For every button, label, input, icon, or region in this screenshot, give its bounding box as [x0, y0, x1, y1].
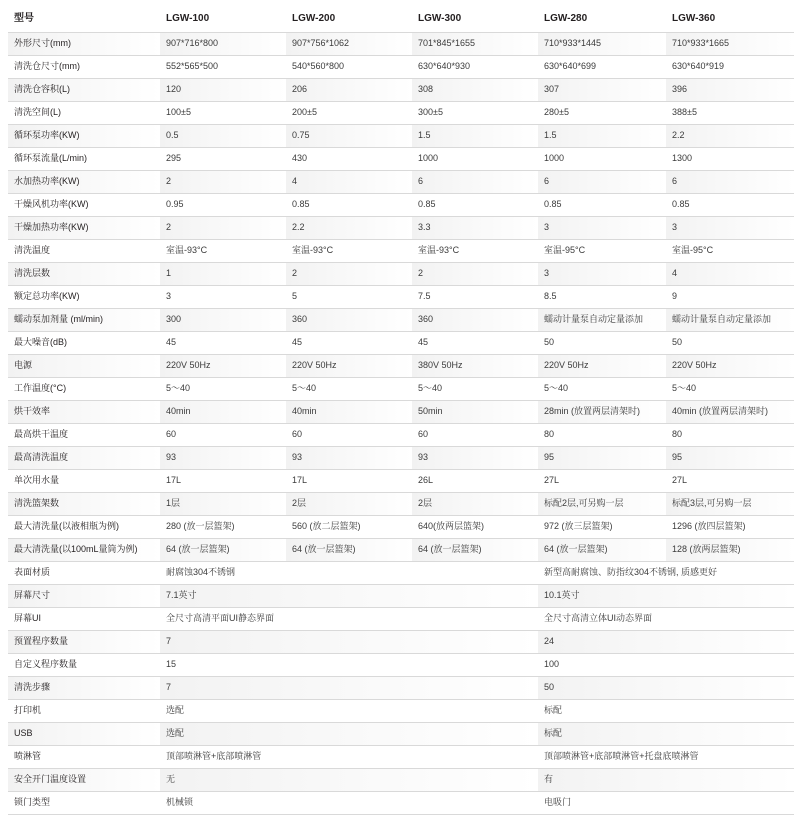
row-cell: 5～40: [538, 378, 666, 401]
row-cell: 220V 50Hz: [666, 355, 794, 378]
row-cell: 50min: [412, 401, 538, 424]
table-row: [8, 723, 794, 746]
row-cell: 5～40: [160, 378, 286, 401]
row-cell: 220V 50Hz: [286, 355, 412, 378]
table-row: [8, 217, 794, 240]
row-cell: 60: [412, 424, 538, 447]
row-cell: 64 (放一层篮架): [538, 539, 666, 562]
row-cell-merged: 100: [538, 654, 794, 677]
row-cell: 45: [286, 332, 412, 355]
row-label: 水加热功率(KW): [8, 171, 160, 194]
row-cell-merged: 全尺寸高清平面UI静态界面: [160, 608, 538, 631]
header-model-4: LGW-280: [538, 4, 666, 33]
row-label: 蠕动泵加剂量 (ml/min): [8, 309, 160, 332]
row-cell: 1296 (放四层篮架): [666, 516, 794, 539]
row-cell: 0.85: [286, 194, 412, 217]
row-cell: 40min (放置两层清架时): [666, 401, 794, 424]
row-cell-merged: 电吸门: [538, 792, 794, 815]
table-row: [8, 792, 794, 815]
table-row: [8, 332, 794, 355]
row-cell: 3: [538, 263, 666, 286]
table-row: [8, 516, 794, 539]
specification-table: [8, 4, 794, 815]
table-row: [8, 194, 794, 217]
row-cell: 9: [666, 286, 794, 309]
row-cell: 26L: [412, 470, 538, 493]
row-cell: 95: [538, 447, 666, 470]
row-cell: 0.95: [160, 194, 286, 217]
row-cell: 5: [286, 286, 412, 309]
row-cell: 3: [538, 217, 666, 240]
row-cell: 220V 50Hz: [160, 355, 286, 378]
row-cell: 50: [538, 332, 666, 355]
row-cell-merged: 7: [160, 677, 538, 700]
row-cell: 0.85: [666, 194, 794, 217]
row-cell: 100±5: [160, 102, 286, 125]
row-cell: 710*933*1445: [538, 33, 666, 56]
table-row: [8, 33, 794, 56]
row-cell: 2: [412, 263, 538, 286]
row-label: 烘干效率: [8, 401, 160, 424]
row-cell: 7.5: [412, 286, 538, 309]
row-cell: 200±5: [286, 102, 412, 125]
row-cell: 907*756*1062: [286, 33, 412, 56]
row-label: 清洗温度: [8, 240, 160, 263]
row-cell: 206: [286, 79, 412, 102]
table-row: [8, 171, 794, 194]
row-cell: 室温-95°C: [666, 240, 794, 263]
row-cell: 630*640*699: [538, 56, 666, 79]
row-cell: 308: [412, 79, 538, 102]
header-model-3: LGW-300: [412, 4, 538, 33]
row-cell: 1: [160, 263, 286, 286]
table-row: [8, 263, 794, 286]
row-cell: 2.2: [666, 125, 794, 148]
row-cell: 300±5: [412, 102, 538, 125]
row-cell: 701*845*1655: [412, 33, 538, 56]
row-cell: 27L: [666, 470, 794, 493]
row-cell-merged: 50: [538, 677, 794, 700]
table-row: [8, 424, 794, 447]
row-cell: 标配2层,可另购一层: [538, 493, 666, 516]
row-cell: 40min: [286, 401, 412, 424]
row-cell: 710*933*1665: [666, 33, 794, 56]
table-row: [8, 286, 794, 309]
row-label: 喷淋管: [8, 746, 160, 769]
row-cell: 8.5: [538, 286, 666, 309]
row-cell-merged: 选配: [160, 700, 538, 723]
header-row: [8, 4, 794, 33]
table-row: [8, 125, 794, 148]
table-row: [8, 562, 794, 585]
row-cell: 93: [412, 447, 538, 470]
table-row: [8, 79, 794, 102]
table-header: [8, 4, 794, 33]
row-cell: 1300: [666, 148, 794, 171]
row-label: 循环泵流量(L/min): [8, 148, 160, 171]
row-cell: 标配3层,可另购一层: [666, 493, 794, 516]
row-cell: 640(放两层篮架): [412, 516, 538, 539]
row-label: 屏幕UI: [8, 608, 160, 631]
row-cell: 室温-93°C: [412, 240, 538, 263]
table-row: [8, 401, 794, 424]
row-label: 打印机: [8, 700, 160, 723]
row-cell: 307: [538, 79, 666, 102]
table-row: [8, 493, 794, 516]
row-cell: 6: [666, 171, 794, 194]
row-label: 电源: [8, 355, 160, 378]
row-cell: 0.85: [538, 194, 666, 217]
table-row: [8, 700, 794, 723]
row-cell: 972 (放三层篮架): [538, 516, 666, 539]
row-cell: 128 (放两层篮架): [666, 539, 794, 562]
row-cell: 4: [666, 263, 794, 286]
row-cell: 280 (放一层篮架): [160, 516, 286, 539]
row-cell: 552*565*500: [160, 56, 286, 79]
row-cell: 64 (放一层篮架): [160, 539, 286, 562]
row-label: 清洗步骤: [8, 677, 160, 700]
row-label: 最大噪音(dB): [8, 332, 160, 355]
row-label: 循环泵功率(KW): [8, 125, 160, 148]
row-cell-merged: 标配: [538, 723, 794, 746]
row-cell: 80: [538, 424, 666, 447]
table-row: [8, 102, 794, 125]
row-cell: 630*640*930: [412, 56, 538, 79]
row-cell: 40min: [160, 401, 286, 424]
row-cell-merged: 7.1英寸: [160, 585, 538, 608]
row-cell: 95: [666, 447, 794, 470]
row-cell: 蠕动计量泵自动定量添加: [666, 309, 794, 332]
row-cell: 60: [286, 424, 412, 447]
row-cell-merged: 有: [538, 769, 794, 792]
row-cell: 60: [160, 424, 286, 447]
row-cell: 360: [286, 309, 412, 332]
row-cell: 2层: [412, 493, 538, 516]
row-cell: 3: [666, 217, 794, 240]
row-cell: 2层: [286, 493, 412, 516]
row-cell-merged: 耐腐蚀304不锈钢: [160, 562, 538, 585]
row-cell: 280±5: [538, 102, 666, 125]
row-label: 最高烘干温度: [8, 424, 160, 447]
table-row: [8, 355, 794, 378]
row-label: 单次用水量: [8, 470, 160, 493]
row-cell: 430: [286, 148, 412, 171]
table-row: [8, 677, 794, 700]
row-cell: 3: [160, 286, 286, 309]
row-cell: 1.5: [538, 125, 666, 148]
row-cell: 1000: [412, 148, 538, 171]
row-cell-merged: 24: [538, 631, 794, 654]
row-label: 外形尺寸(mm): [8, 33, 160, 56]
row-cell: 28min (放置两层清架时): [538, 401, 666, 424]
row-cell: 6: [538, 171, 666, 194]
row-label: 最大清洗量(以100mL量筒为例): [8, 539, 160, 562]
row-label: 屏幕尺寸: [8, 585, 160, 608]
table-row: [8, 631, 794, 654]
row-label: 预置程序数量: [8, 631, 160, 654]
row-cell-merged: 顶部喷淋管+底部喷淋管+托盘底喷淋管: [538, 746, 794, 769]
row-label: 工作温度(°C): [8, 378, 160, 401]
row-cell: 2: [286, 263, 412, 286]
row-cell: 907*716*800: [160, 33, 286, 56]
row-cell: 2: [160, 171, 286, 194]
table-row: [8, 378, 794, 401]
header-model-5: LGW-360: [666, 4, 794, 33]
header-model-2: LGW-200: [286, 4, 412, 33]
row-label: 清洗空间(L): [8, 102, 160, 125]
row-label: 最大清洗量(以液相瓶为例): [8, 516, 160, 539]
table-row: [8, 447, 794, 470]
row-cell: 295: [160, 148, 286, 171]
row-cell: 1.5: [412, 125, 538, 148]
row-cell-merged: 7: [160, 631, 538, 654]
row-cell: 17L: [286, 470, 412, 493]
header-model-1: LGW-100: [160, 4, 286, 33]
row-cell-merged: 机械锁: [160, 792, 538, 815]
row-cell: 45: [160, 332, 286, 355]
table-row: [8, 585, 794, 608]
row-label: 清洗层数: [8, 263, 160, 286]
row-cell: 4: [286, 171, 412, 194]
table-row: [8, 56, 794, 79]
row-label: 安全开门温度设置: [8, 769, 160, 792]
row-cell-merged: 选配: [160, 723, 538, 746]
row-label: 自定义程序数量: [8, 654, 160, 677]
row-cell: 120: [160, 79, 286, 102]
table-row: [8, 654, 794, 677]
header-label: 型号: [8, 4, 160, 33]
row-cell: 50: [666, 332, 794, 355]
row-cell: 室温-93°C: [286, 240, 412, 263]
row-cell: 380V 50Hz: [412, 355, 538, 378]
row-label: 干燥加热功率(KW): [8, 217, 160, 240]
row-cell-merged: 标配: [538, 700, 794, 723]
row-cell: 1000: [538, 148, 666, 171]
row-cell: 3.3: [412, 217, 538, 240]
row-cell: 5～40: [286, 378, 412, 401]
row-label: 表面材质: [8, 562, 160, 585]
row-cell: 0.85: [412, 194, 538, 217]
row-cell: 2: [160, 217, 286, 240]
row-label: 干燥风机功率(KW): [8, 194, 160, 217]
row-cell: 93: [160, 447, 286, 470]
row-cell: 540*560*800: [286, 56, 412, 79]
row-label: 清洗仓容积(L): [8, 79, 160, 102]
row-cell: 630*640*919: [666, 56, 794, 79]
row-cell-merged: 顶部喷淋管+底部喷淋管: [160, 746, 538, 769]
row-cell-merged: 新型高耐腐蚀、防指纹304不锈钢, 质感更好: [538, 562, 794, 585]
row-cell: 27L: [538, 470, 666, 493]
table-row: [8, 746, 794, 769]
row-cell: 360: [412, 309, 538, 332]
row-cell: 蠕动计量泵自动定量添加: [538, 309, 666, 332]
table-row: [8, 769, 794, 792]
row-label: 最高清洗温度: [8, 447, 160, 470]
table-row: [8, 240, 794, 263]
table-row: [8, 608, 794, 631]
row-cell: 0.5: [160, 125, 286, 148]
row-cell-merged: 10.1英寸: [538, 585, 794, 608]
row-cell: 220V 50Hz: [538, 355, 666, 378]
row-cell: 17L: [160, 470, 286, 493]
row-cell: 300: [160, 309, 286, 332]
row-cell: 64 (放一层篮架): [286, 539, 412, 562]
row-cell: 64 (放一层篮架): [412, 539, 538, 562]
row-label: 锁门类型: [8, 792, 160, 815]
row-cell-merged: 无: [160, 769, 538, 792]
row-cell-merged: 15: [160, 654, 538, 677]
row-cell: 93: [286, 447, 412, 470]
table-body: [8, 33, 794, 815]
table-row: [8, 470, 794, 493]
row-cell: 388±5: [666, 102, 794, 125]
row-cell: 45: [412, 332, 538, 355]
row-cell: 室温-95°C: [538, 240, 666, 263]
row-cell-merged: 全尺寸高清立体UI动态界面: [538, 608, 794, 631]
row-label: USB: [8, 723, 160, 746]
row-cell: 0.75: [286, 125, 412, 148]
row-cell: 5～40: [412, 378, 538, 401]
row-cell: 5～40: [666, 378, 794, 401]
row-cell: 6: [412, 171, 538, 194]
row-label: 清洗篮架数: [8, 493, 160, 516]
row-label: 清洗仓尺寸(mm): [8, 56, 160, 79]
table-row: [8, 148, 794, 171]
row-cell: 396: [666, 79, 794, 102]
row-cell: 1层: [160, 493, 286, 516]
row-cell: 2.2: [286, 217, 412, 240]
row-label: 额定总功率(KW): [8, 286, 160, 309]
table-row: [8, 309, 794, 332]
row-cell: 室温-93°C: [160, 240, 286, 263]
table-row: [8, 539, 794, 562]
row-cell: 80: [666, 424, 794, 447]
row-cell: 560 (放二层篮架): [286, 516, 412, 539]
